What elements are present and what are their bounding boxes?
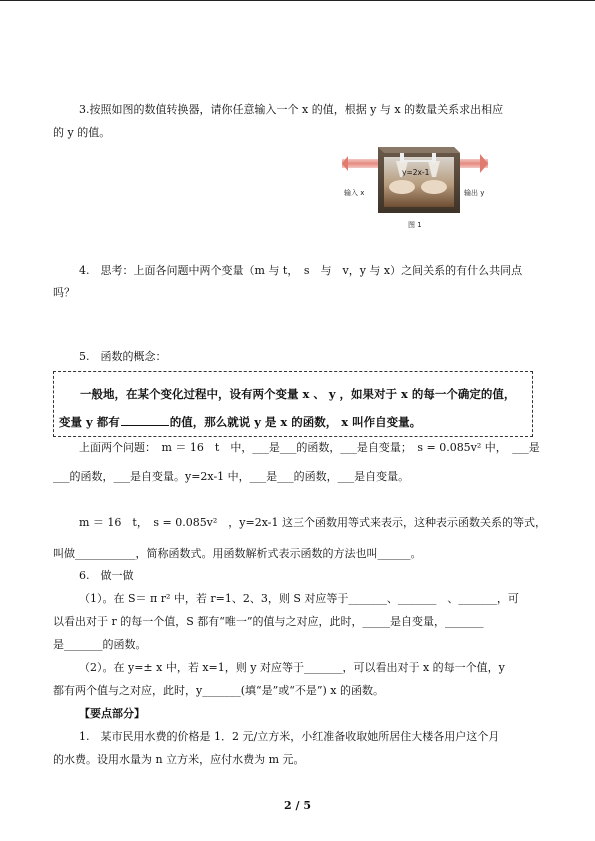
page-number: 2 / 5: [284, 799, 311, 812]
key-para2: 的水费。设用水量为 n 立方米，应付水费为 m 元。: [53, 753, 305, 766]
q5-para3: m ＝ 16 t， s = 0.085v² ，y=2x-1 这三个函数用等式来表示，这种表示函数关系的等式，: [79, 516, 546, 529]
formula-label: y=2x-1: [402, 168, 430, 177]
function-definition-box: [53, 371, 533, 437]
q6-part2-line1: （2）。在 y=± x 中，若 x=1，则 y 对应等于_______，可以看出对于 x 的每一个值，y: [79, 661, 505, 674]
q6-title: 6. 做一做: [79, 569, 134, 582]
q6-part1-line2: 以看出对于 r 的每一个值，S 都有“唯一”的值与之对应，此时，_____是自变量，_______: [53, 615, 484, 628]
converter-illustration: [342, 137, 488, 231]
input-label: 输入 x: [344, 189, 365, 197]
q5-para4: 叫做___________，简称函数式。用函数解析式表示函数的方法也叫______。: [53, 547, 422, 560]
key-points-heading: 【要点部分】: [79, 707, 145, 720]
definition-blank: [121, 414, 169, 426]
q5-para2: ___的函数，___是自变量。y=2x-1 中，___是___的函数，___是自变量。: [53, 470, 410, 483]
q5-para1: 上面两个问题： m ＝ 16 t 中，___是___的函数，___是自变量； s = 0.085v² 中， ___是: [79, 441, 540, 454]
number-converter-figure: [342, 137, 488, 231]
definition-line1: 一般地，在某个变化过程中，设有两个变量 x 、 y ，如果对于 x 的每一个确定的值，: [80, 387, 516, 401]
q6-part1-line1: （1）。在 S＝ π r² 中，若 r=1、2、3，则 S 对应等于_______、_______ 、_______，可: [79, 592, 519, 605]
q3-line1: 3.按照如图的数值转换器，请你任意输入一个 x 的值，根据 y 与 x 的数量关系求出相应: [79, 103, 504, 116]
q5-title: 5. 函数的概念：: [79, 350, 167, 363]
q4-line1: 4. 思考：上面各问题中两个变量（m 与 t， s 与 v，y 与 x）之间关系的有什么共同点: [79, 264, 523, 277]
q6-part1-line3: 是_______的函数。: [53, 638, 147, 651]
q3-line2: 的 y 的值。: [53, 126, 111, 139]
definition-line2-start: 变量 y 都有: [59, 415, 120, 429]
key-para1: 1. 某市民用水费的价格是 1．2 元/立方米，小红准备收取她所居住大楼各用户这个月: [79, 730, 500, 743]
q4-line2: 吗？: [53, 286, 75, 299]
output-label: 输出 y: [464, 189, 485, 197]
definition-line2: [59, 414, 421, 430]
q6-part2-line2: 都有两个值与之对应，此时，y_______(填“是”或“不是”) x 的函数。: [53, 684, 384, 697]
definition-line2-end: 的值，那么就说 y 是 x 的函数， x 叫作自变量。: [169, 415, 422, 429]
header-rule: [0, 0, 595, 1]
figure-caption: 图 1: [408, 221, 422, 229]
